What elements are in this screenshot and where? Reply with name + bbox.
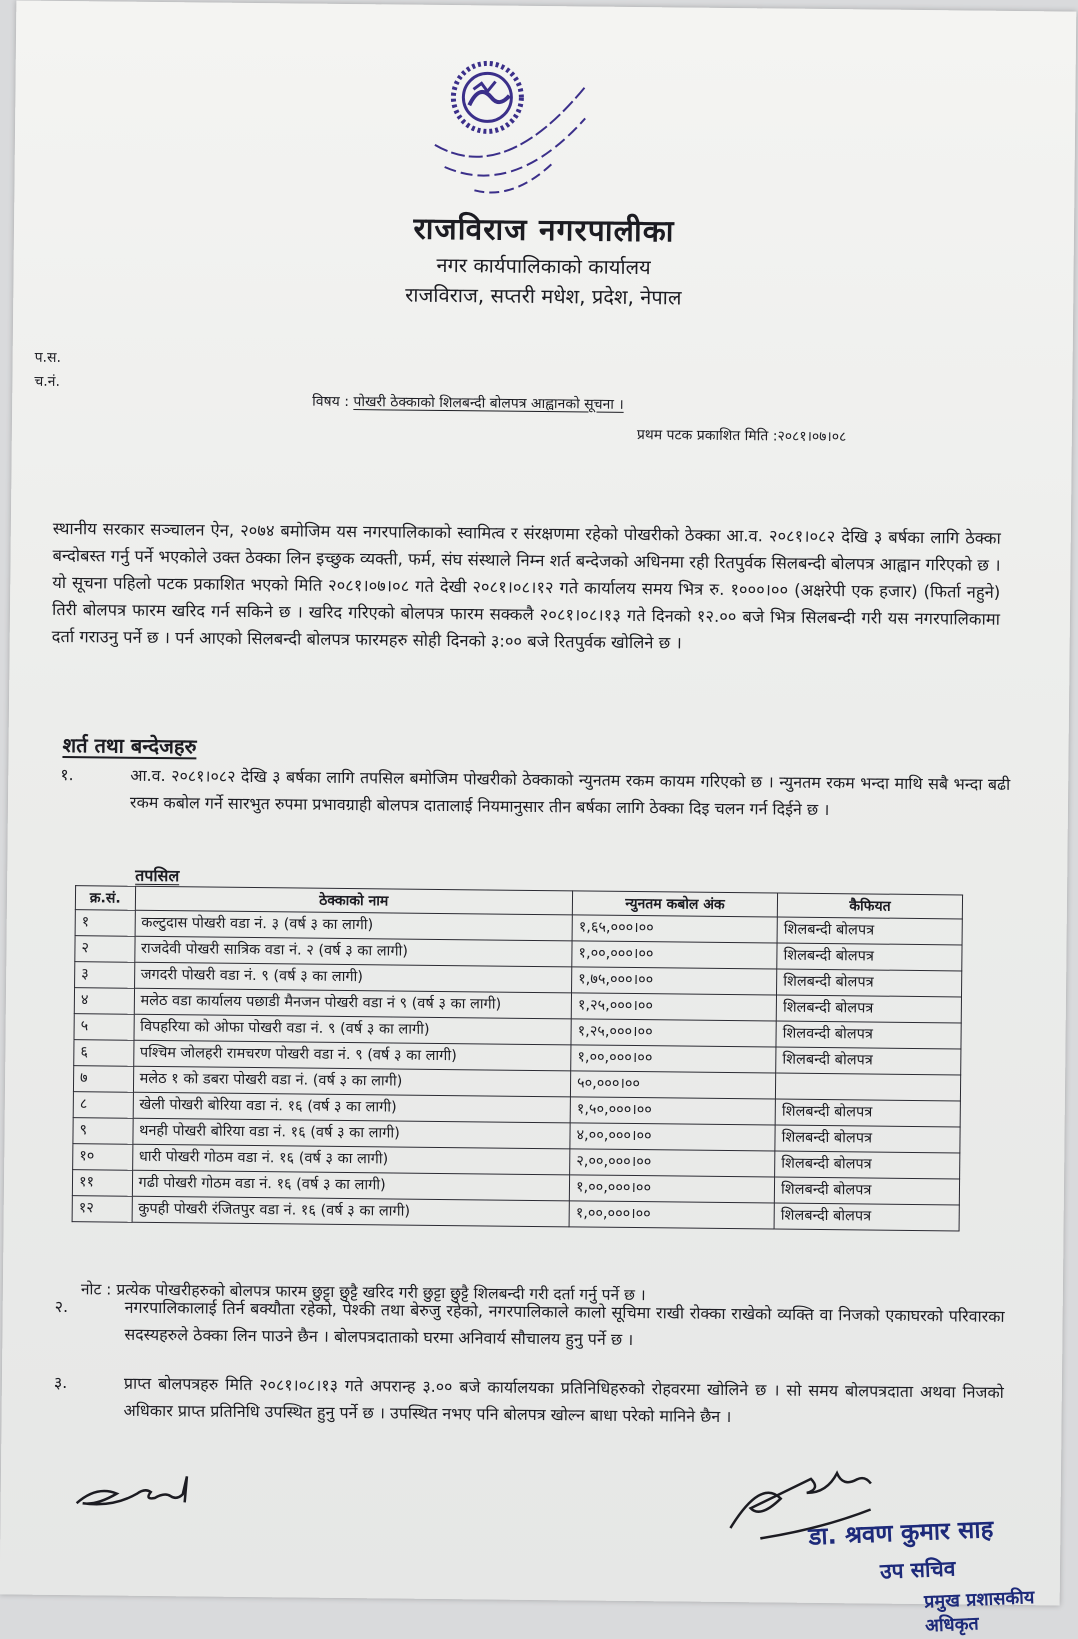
cell-amount: १,५०,०००।०० xyxy=(570,1097,775,1125)
tender-table xyxy=(72,885,963,1231)
reference-numbers xyxy=(34,346,61,394)
cell-remarks: शिलबन्दी बोलपत्र xyxy=(774,1203,959,1231)
cell-name: थनही पोखरी बोरिया वडा नं. १६ (वर्ष ३ का लागी) xyxy=(132,1118,570,1149)
subject-line xyxy=(312,392,624,414)
publish-date: प्रथम पटक प्रकाशित मिति :२०८१।०७।०८ xyxy=(636,427,847,446)
clause-2 xyxy=(54,1293,1005,1357)
cell-amount: ४,००,०००।०० xyxy=(570,1123,775,1151)
conditions-heading: शर्त तथा बन्देजहरु xyxy=(62,733,197,759)
chalani-number-label: च.नं. xyxy=(34,373,61,390)
cell-serial: १० xyxy=(73,1144,133,1171)
office-address: राजविराज, सप्तरी मधेश, प्रदेश, नेपाल xyxy=(405,282,682,310)
cell-name: धारी पोखरी गोठम वडा नं. १६ (वर्ष ३ का लागी) xyxy=(132,1144,570,1175)
officer-role: प्रमुख प्रशासकीय अधिकृत xyxy=(923,1587,1035,1637)
cell-serial: ८ xyxy=(73,1092,133,1119)
cell-name: जगदरी पोखरी वडा नं. ९ (वर्ष ३ का लागी) xyxy=(134,962,572,993)
table-note: नोट : प्रत्येक पोखरीहरुको बोलपत्र फारम छुट्टा छुट्टै खरिद गरी छुट्टा छुट्टै शिलबन्दी गरी दर्ता गर्नु पर्ने छ । xyxy=(80,1280,646,1305)
cell-amount: १,६५,०००।०० xyxy=(572,915,777,943)
cell-name: मलेठ १ को डबरा पोखरी वडा नं. (वर्ष ३ का लागी) xyxy=(133,1066,571,1097)
cell-amount: १,२५,०००।०० xyxy=(571,1019,776,1047)
cell-name: मलेठ वडा कार्यालय पछाडी मैनजन पोखरी वडा नं ९ (वर्ष ३ का लागी) xyxy=(134,988,572,1019)
cell-amount: १,००,०००।०० xyxy=(569,1201,774,1229)
cell-amount: ५०,०००।०० xyxy=(570,1071,775,1099)
cell-remarks xyxy=(776,1073,961,1101)
cell-remarks: शिलबन्दी बोलपत्र xyxy=(777,917,962,945)
cell-amount: १,२५,०००।०० xyxy=(571,993,776,1021)
officer-title: उप सचिव xyxy=(879,1556,956,1584)
clause-number: १. xyxy=(60,764,74,785)
subject-text: पोखरी ठेक्काको शिलबन्दी बोलपत्र आह्वानको सूचना । xyxy=(353,394,624,413)
cell-remarks: शिलबन्दी बोलपत्र xyxy=(777,943,962,971)
cell-remarks: शिलबन्दी बोलपत्र xyxy=(775,1151,960,1179)
subject-label: विषय : xyxy=(312,393,350,410)
cell-name: विपहरिया को ओफा पोखरी वडा नं. ९ (वर्ष ३ का लागी) xyxy=(134,1014,572,1045)
patra-sankhya-label: प.स. xyxy=(34,349,62,366)
cell-name: कल्टुदास पोखरी वडा नं. ३ (वर्ष ३ का लागी) xyxy=(135,910,573,941)
cell-amount: २,००,०००।०० xyxy=(570,1149,775,1177)
office-subtitle: नगर कार्यपालिकाको कार्यालय xyxy=(436,252,651,280)
cell-name: गढी पोखरी गोठम वडा नं. १६ (वर्ष ३ का लागी) xyxy=(132,1170,570,1201)
cell-name: कुपही पोखरी रंजितपुर वडा नं. १६ (वर्ष ३ का लागी) xyxy=(132,1196,570,1227)
cell-serial: १ xyxy=(75,910,135,937)
municipal-seal-icon xyxy=(424,45,606,217)
header-contract-name: ठेक्काको नाम xyxy=(135,886,573,915)
clause-3 xyxy=(53,1369,1004,1433)
cell-serial: ४ xyxy=(74,988,134,1015)
initial-signature-icon xyxy=(73,1463,214,1514)
cell-serial: ७ xyxy=(73,1066,133,1093)
cell-name: राजदेवी पोखरी सात्रिक वडा नं. २ (वर्ष ३ का लागी) xyxy=(134,936,572,967)
cell-name: पश्चिम जोलहरी रामचरण पोखरी वडा नं. ९ (वर्ष ३ का लागी) xyxy=(133,1040,571,1071)
cell-serial: ९ xyxy=(73,1118,133,1145)
cell-amount: १,७५,०००।०० xyxy=(572,967,777,995)
cell-serial: ६ xyxy=(74,1040,134,1067)
cell-remarks: शिलबन्दी बोलपत्र xyxy=(774,1177,959,1205)
cell-remarks: शिलबन्दी बोलपत्र xyxy=(775,1099,960,1127)
clause-1 xyxy=(60,761,1011,825)
cell-remarks: शिलबन्दी बोलपत्र xyxy=(777,969,962,997)
table-caption: तपसिल xyxy=(135,865,180,886)
clause-text: आ.व. २०८१।०८२ देखि ३ बर्षका लागि तपसिल बमोजिम पोखरीको ठेक्काको न्युनतम रकम कायम गरिएको छ । न्युनतम रकम भन्दा माथि सबै भन्दा बढी रकम कबोल गर्ने सारभुत रुपमा प्रभावग्राही बोलपत्र दातालाई नियमानुसार तीन बर्षका लागि ठेक्का दिइ चलन गर्न दिईने छ । xyxy=(129,765,1011,820)
cell-serial: १२ xyxy=(72,1196,132,1223)
cell-amount: १,००,०००।०० xyxy=(571,1045,776,1073)
cell-remarks: शिलबन्दी बोलपत्र xyxy=(776,995,961,1023)
cell-remarks: शिलबन्दी बोलपत्र xyxy=(776,1047,961,1075)
clause-text: प्राप्त बोलपत्रहरु मिति २०८१।०८।१३ गते अपरान्ह ३.०० बजे कार्यालयका प्रतिनिधिहरुको रोहवरमा खोलिने छ । सो समय बोलपत्रदाता अथवा निजको अधिकार प्राप्त प्रतिनिधि उपस्थित हुनु पर्ने छ । उपस्थित नभए पनि बोलपत्र खोल्न बाधा परेको मानिने छैन । xyxy=(123,1373,1004,1427)
cell-amount: १,००,०००।०० xyxy=(572,941,777,969)
header-remarks: कैफियत xyxy=(777,893,962,919)
cell-amount: १,००,०००।०० xyxy=(569,1175,774,1203)
cell-remarks: शिलवन्दी बोलपत्र xyxy=(776,1021,961,1049)
officer-name: डा. श्रवण कुमार साह xyxy=(807,1514,994,1551)
cell-name: खेली पोखरी बोरिया वडा नं. १६ (वर्ष ३ का लागी) xyxy=(133,1092,571,1123)
header-serial: क्र.सं. xyxy=(75,886,135,911)
header-min-bid: न्युनतम कबोल अंक xyxy=(572,891,777,917)
intro-paragraph: स्थानीय सरकार सञ्चालन ऐन, २०७४ बमोजिम यस नगरपालिकाको स्वामित्व र संरक्षणमा रहेको पोखरीको ठेक्का आ.व. २०८१।०८२ देखि ३ बर्षका लागि ठेक्का बन्दोबस्त गर्नु पर्ने भएकोले उक्त ठेक्का लिन इच्छुक व्यक्ती, फर्म, संघ संस्थाले निम्न शर्त बन्देजको अधिनमा रही रितपुर्वक सिलबन्दी बोलपत्र आह्वान गरिएको छ । यो सूचना पहिलो पटक प्रकाशित भएको मिति २०८१।०७।०८ गते देखी २०८१।०८।१२ गते कार्यालय समय भित्र रु. १०००।०० (अक्षरेपी एक हजार) (फिर्ता नहुने) तिरी बोलपत्र फारम खरिद गर्न सकिने छ । खरिद गरिएको बोलपत्र फारम सक्कलै २०८१।०८।१३ गते दिनको १२.०० बजे भित्र सिलबन्दी गरी यस नगरपालिकामा दर्ता गराउनु पर्ने छ । पर्न आएको सिलबन्दी बोलपत्र फारमहरु सोही दिनको ३:०० बजे रितपुर्वक खोलिने छ । xyxy=(51,518,1001,653)
cell-serial: ५ xyxy=(74,1014,134,1041)
cell-remarks: शिलबन्दी बोलपत्र xyxy=(775,1125,960,1153)
clause-text: नगरपालिकालाई तिर्न बक्यौता रहेको, पेश्की तथा बेरुजु रहेको, नगरपालिकाले कालो सूचिमा राखी रोक्का राखेको व्यक्ति वा निजको एकाघरको परिवारका सदस्यहरुले ठेक्का लिन पाउने छैन । बोलपत्रदाताको घरमा अनिवार्य सौचालय हुनु पर्ने छ । xyxy=(124,1297,1005,1350)
cell-serial: ३ xyxy=(75,962,135,989)
clause-number: २. xyxy=(54,1296,69,1317)
cell-serial: २ xyxy=(75,936,135,963)
cell-serial: ११ xyxy=(72,1170,132,1197)
office-title: राजविराज नगरपालीका xyxy=(413,211,675,250)
clause-number: ३. xyxy=(53,1372,68,1393)
